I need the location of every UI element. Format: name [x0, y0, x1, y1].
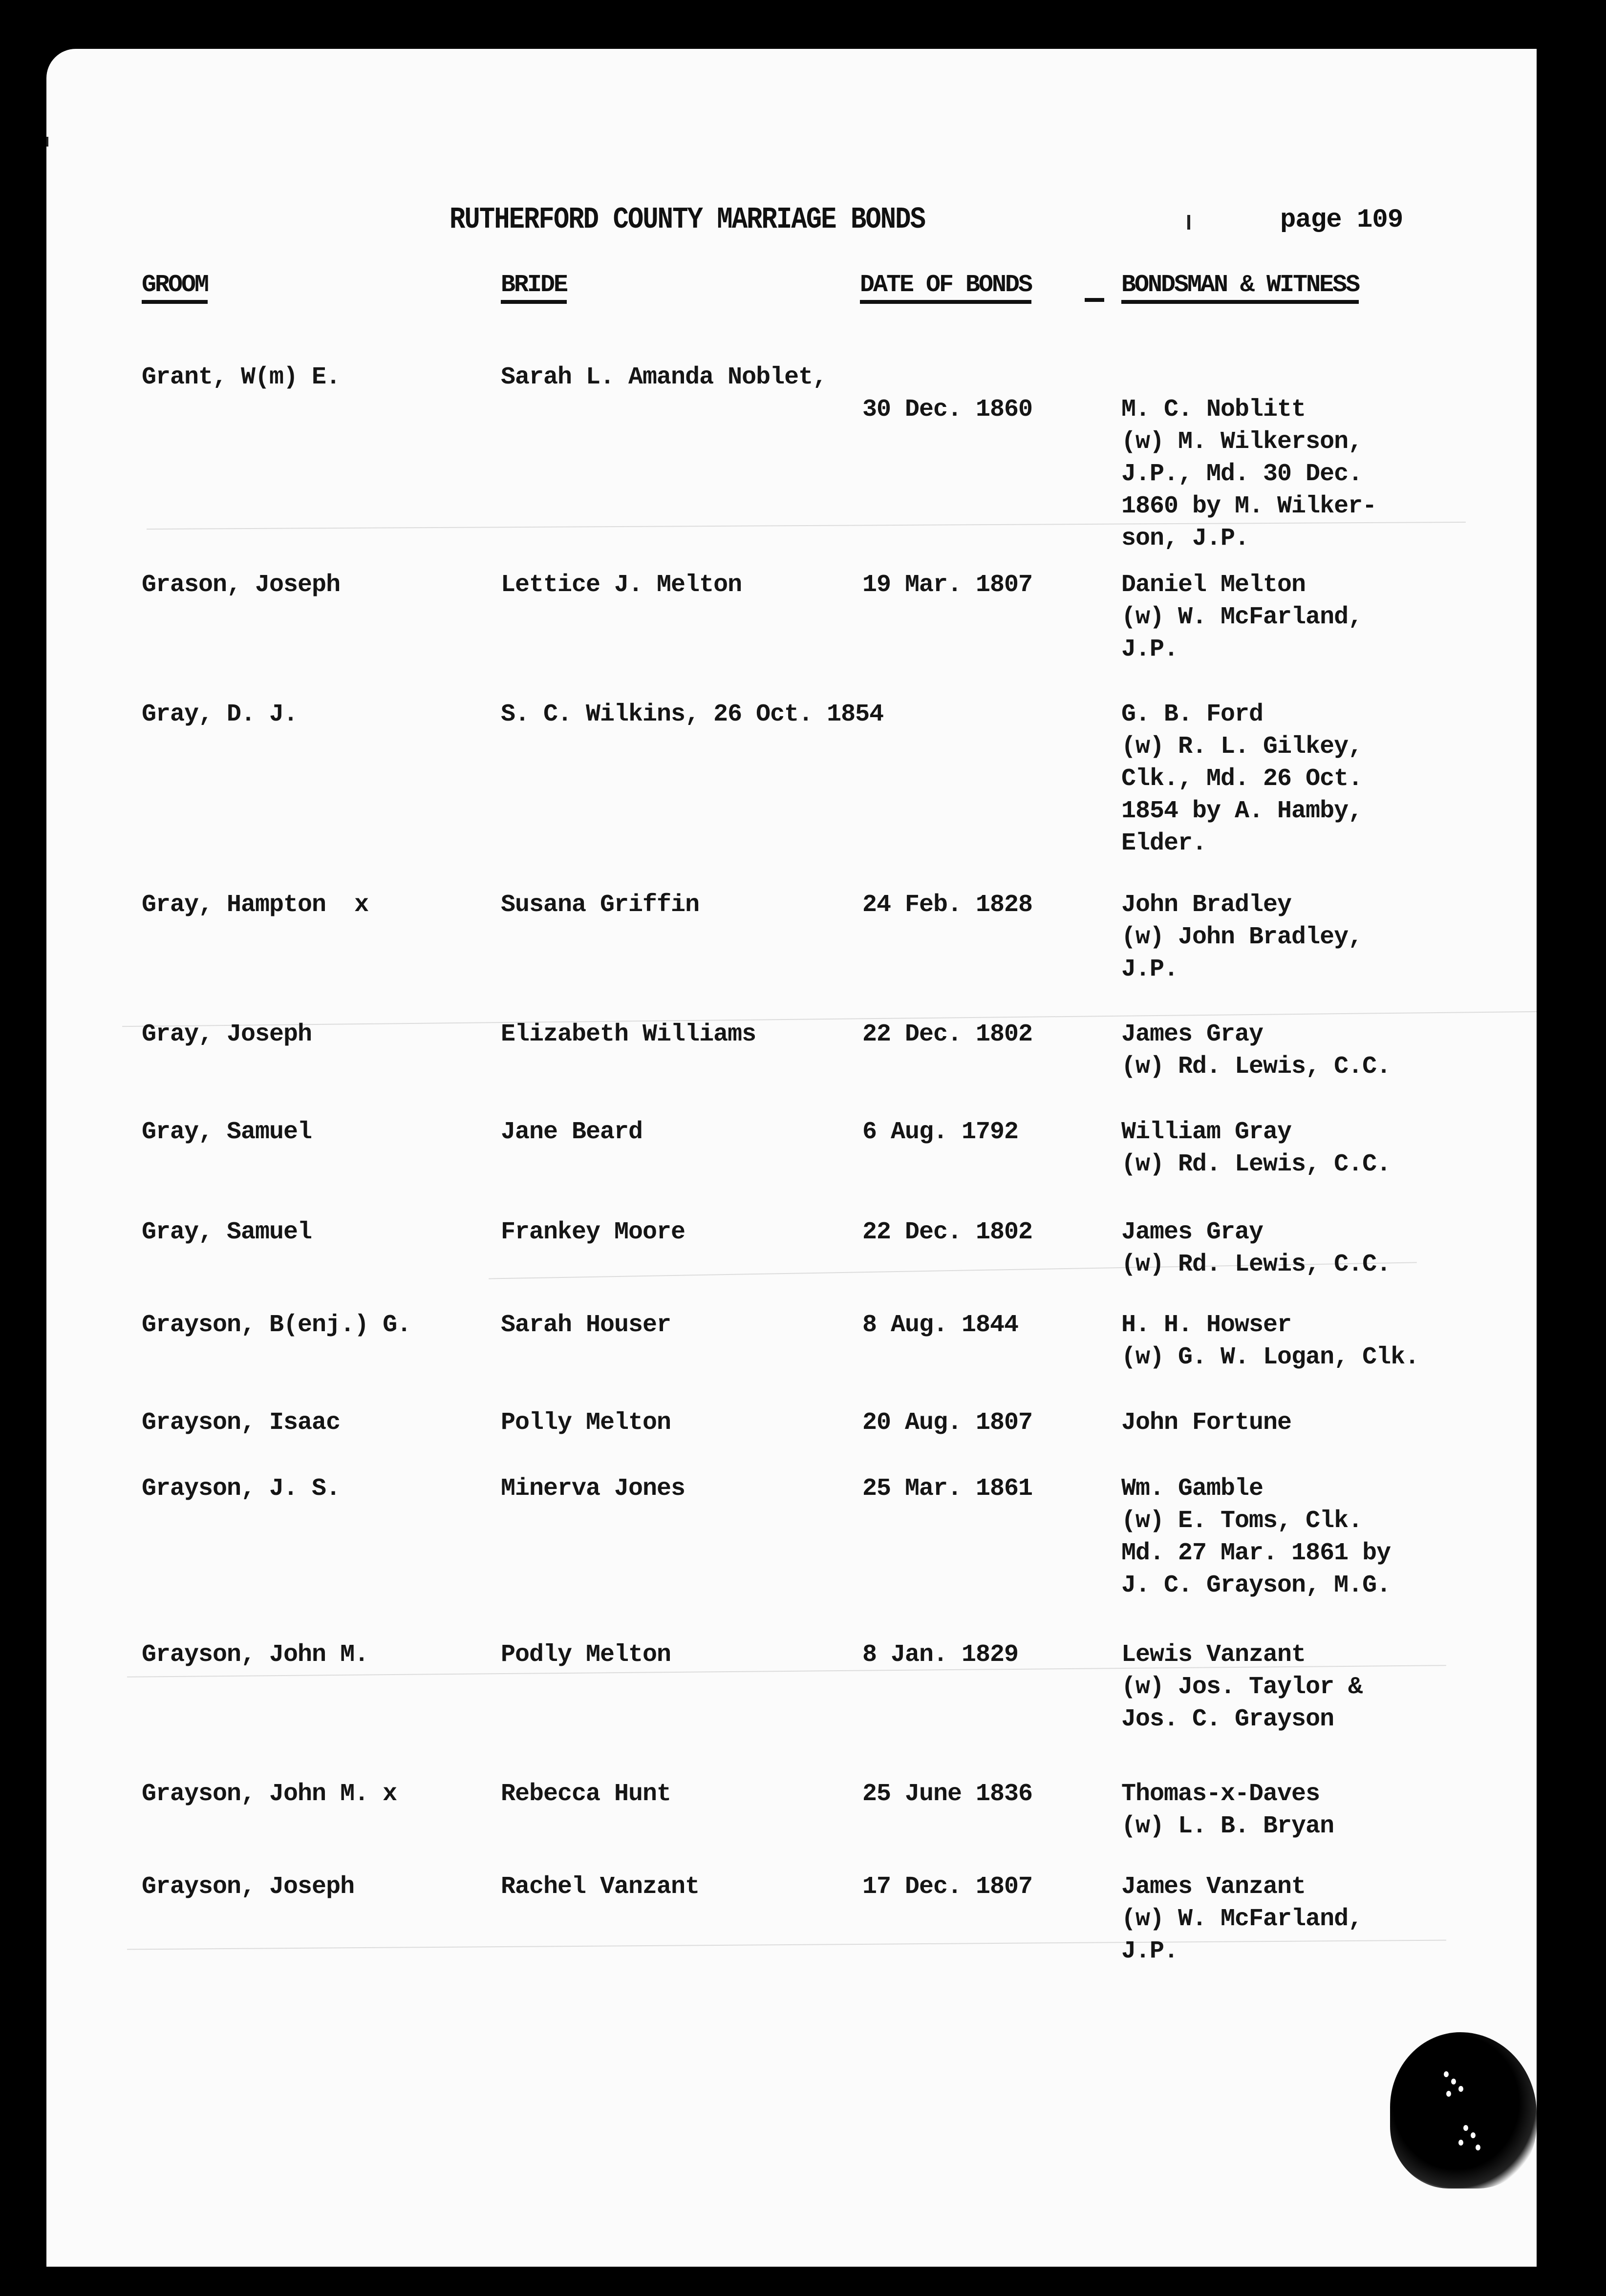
- bride-name: Susana Griffin: [501, 891, 700, 919]
- bride-name: Frankey Moore: [501, 1218, 685, 1246]
- bondsman-line: (w) John Bradley,: [1121, 923, 1363, 951]
- bond-date: 25 June 1836: [862, 1780, 1033, 1808]
- bondsman-line: John Bradley: [1121, 891, 1292, 919]
- bondsman-witness: [1121, 1019, 1391, 1083]
- groom-name: Gray, Samuel: [142, 1218, 312, 1246]
- bond-date: 24 Feb. 1828: [862, 891, 1033, 919]
- column-header-bride: BRIDE: [501, 271, 567, 304]
- bondsman-line: J.P.: [1121, 636, 1178, 663]
- bondsman-line: (w) L. B. Bryan: [1121, 1812, 1334, 1840]
- bondsman-line: (w) Rd. Lewis, C.C.: [1121, 1053, 1391, 1081]
- bondsman-line: (w) E. Toms, Clk.: [1121, 1507, 1363, 1535]
- bondsman-line: son, J.P.: [1121, 525, 1249, 553]
- bondsman-line: 1860 by M. Wilker-: [1121, 492, 1377, 520]
- bondsman-witness: [1121, 1871, 1362, 1968]
- bondsman-line: H. H. Howser: [1121, 1311, 1292, 1339]
- bride-name: Sarah Houser: [501, 1311, 671, 1339]
- bondsman-line: (w) Jos. Taylor &: [1121, 1673, 1363, 1701]
- bride-name: Podly Melton: [501, 1641, 671, 1669]
- groom-name: Grayson, Isaac: [142, 1409, 341, 1437]
- bondsman-line: (w) W. McFarland,: [1121, 603, 1363, 631]
- bondsman-witness: [1121, 1473, 1391, 1602]
- bride-name: Lettice J. Melton: [501, 571, 742, 599]
- bondsman-line: (w) W. McFarland,: [1121, 1905, 1363, 1933]
- bondsman-witness: [1121, 394, 1376, 555]
- bondsman-line: Daniel Melton: [1121, 571, 1306, 599]
- bride-name: Rebecca Hunt: [501, 1780, 671, 1808]
- bride-name: S. C. Wilkins, 26 Oct. 1854: [501, 701, 884, 728]
- bond-date: 8 Jan. 1829: [862, 1641, 1019, 1669]
- groom-name: Grayson, John M. x: [142, 1780, 397, 1808]
- bride-name: Sarah L. Amanda Noblet,: [501, 363, 827, 391]
- bondsman-line: J.P., Md. 30 Dec.: [1121, 460, 1363, 488]
- bride-name: Minerva Jones: [501, 1475, 685, 1503]
- column-header-groom: GROOM: [142, 271, 208, 304]
- bondsman-line: (w) R. L. Gilkey,: [1121, 733, 1363, 761]
- bond-date: 6 Aug. 1792: [862, 1118, 1019, 1146]
- groom-name: Gray, Hampton x: [142, 891, 369, 919]
- bond-date: 19 Mar. 1807: [862, 571, 1033, 599]
- groom-name: Grayson, J. S.: [142, 1475, 341, 1503]
- column-header-date: DATE OF BONDS: [860, 271, 1031, 304]
- header-separator: [1085, 298, 1104, 302]
- bondsman-line: James Gray: [1121, 1218, 1263, 1246]
- bride-name: Elizabeth Williams: [501, 1020, 756, 1048]
- scan-speck: [46, 137, 48, 147]
- bondsman-line: Lewis Vanzant: [1121, 1641, 1306, 1669]
- bond-date: 20 Aug. 1807: [862, 1409, 1033, 1437]
- page-number: page 109: [1280, 205, 1403, 235]
- groom-name: Grayson, B(enj.) G.: [142, 1311, 411, 1339]
- groom-name: Grayson, John M.: [142, 1641, 369, 1669]
- bondsman-line: (w) M. Wilkerson,: [1121, 428, 1363, 456]
- bondsman-witness: [1121, 1639, 1362, 1736]
- bondsman-witness: [1121, 889, 1362, 986]
- groom-name: Grant, W(m) E.: [142, 363, 341, 391]
- bond-date: 22 Dec. 1802: [862, 1020, 1033, 1048]
- bondsman-line: M. C. Noblitt: [1121, 396, 1306, 424]
- bondsman-line: J.P.: [1121, 1937, 1178, 1965]
- bond-date: 25 Mar. 1861: [862, 1475, 1033, 1503]
- bondsman-line: James Vanzant: [1121, 1873, 1306, 1901]
- bride-name: Rachel Vanzant: [501, 1873, 700, 1901]
- bondsman-line: J.P.: [1121, 956, 1178, 983]
- scan-speck: [1187, 215, 1190, 230]
- bondsman-witness: [1121, 569, 1362, 666]
- bond-date: 8 Aug. 1844: [862, 1311, 1019, 1339]
- bondsman-witness: [1121, 699, 1362, 860]
- bondsman-line: James Gray: [1121, 1020, 1263, 1048]
- bride-name: Jane Beard: [501, 1118, 643, 1146]
- bondsman-line: Thomas-x-Daves: [1121, 1780, 1320, 1808]
- bondsman-line: Wm. Gamble: [1121, 1475, 1263, 1503]
- bondsman-line: Clk., Md. 26 Oct.: [1121, 765, 1363, 793]
- bride-name: Polly Melton: [501, 1409, 671, 1437]
- bondsman-line: Md. 27 Mar. 1861 by: [1121, 1539, 1391, 1567]
- groom-name: Gray, D. J.: [142, 701, 298, 728]
- bondsman-line: John Fortune: [1121, 1409, 1292, 1437]
- bond-date: 30 Dec. 1860: [862, 396, 1033, 424]
- groom-name: Gray, Joseph: [142, 1020, 312, 1048]
- bondsman-line: J. C. Grayson, M.G.: [1121, 1572, 1391, 1599]
- bondsman-line: Elder.: [1121, 829, 1207, 857]
- bond-date: 17 Dec. 1807: [862, 1873, 1033, 1901]
- bondsman-witness: [1121, 1407, 1291, 1439]
- document-title: RUTHERFORD COUNTY MARRIAGE BONDS: [450, 203, 925, 237]
- groom-name: Grason, Joseph: [142, 571, 341, 599]
- bondsman-line: G. B. Ford: [1121, 701, 1263, 728]
- bondsman-line: (w) Rd. Lewis, C.C.: [1121, 1150, 1391, 1178]
- column-header-bondsman: BONDSMAN & WITNESS: [1121, 271, 1359, 304]
- bondsman-line: (w) G. W. Logan, Clk.: [1121, 1343, 1419, 1371]
- bondsman-witness: [1121, 1216, 1391, 1281]
- bondsman-witness: [1121, 1309, 1419, 1374]
- bondsman-line: (w) Rd. Lewis, C.C.: [1121, 1251, 1391, 1278]
- groom-name: Gray, Samuel: [142, 1118, 312, 1146]
- bond-date: 22 Dec. 1802: [862, 1218, 1033, 1246]
- bondsman-witness: [1121, 1778, 1334, 1843]
- bondsman-witness: [1121, 1116, 1391, 1181]
- bondsman-line: Jos. C. Grayson: [1121, 1705, 1334, 1733]
- bondsman-line: William Gray: [1121, 1118, 1292, 1146]
- bondsman-line: 1854 by A. Hamby,: [1121, 797, 1363, 825]
- groom-name: Grayson, Joseph: [142, 1873, 355, 1901]
